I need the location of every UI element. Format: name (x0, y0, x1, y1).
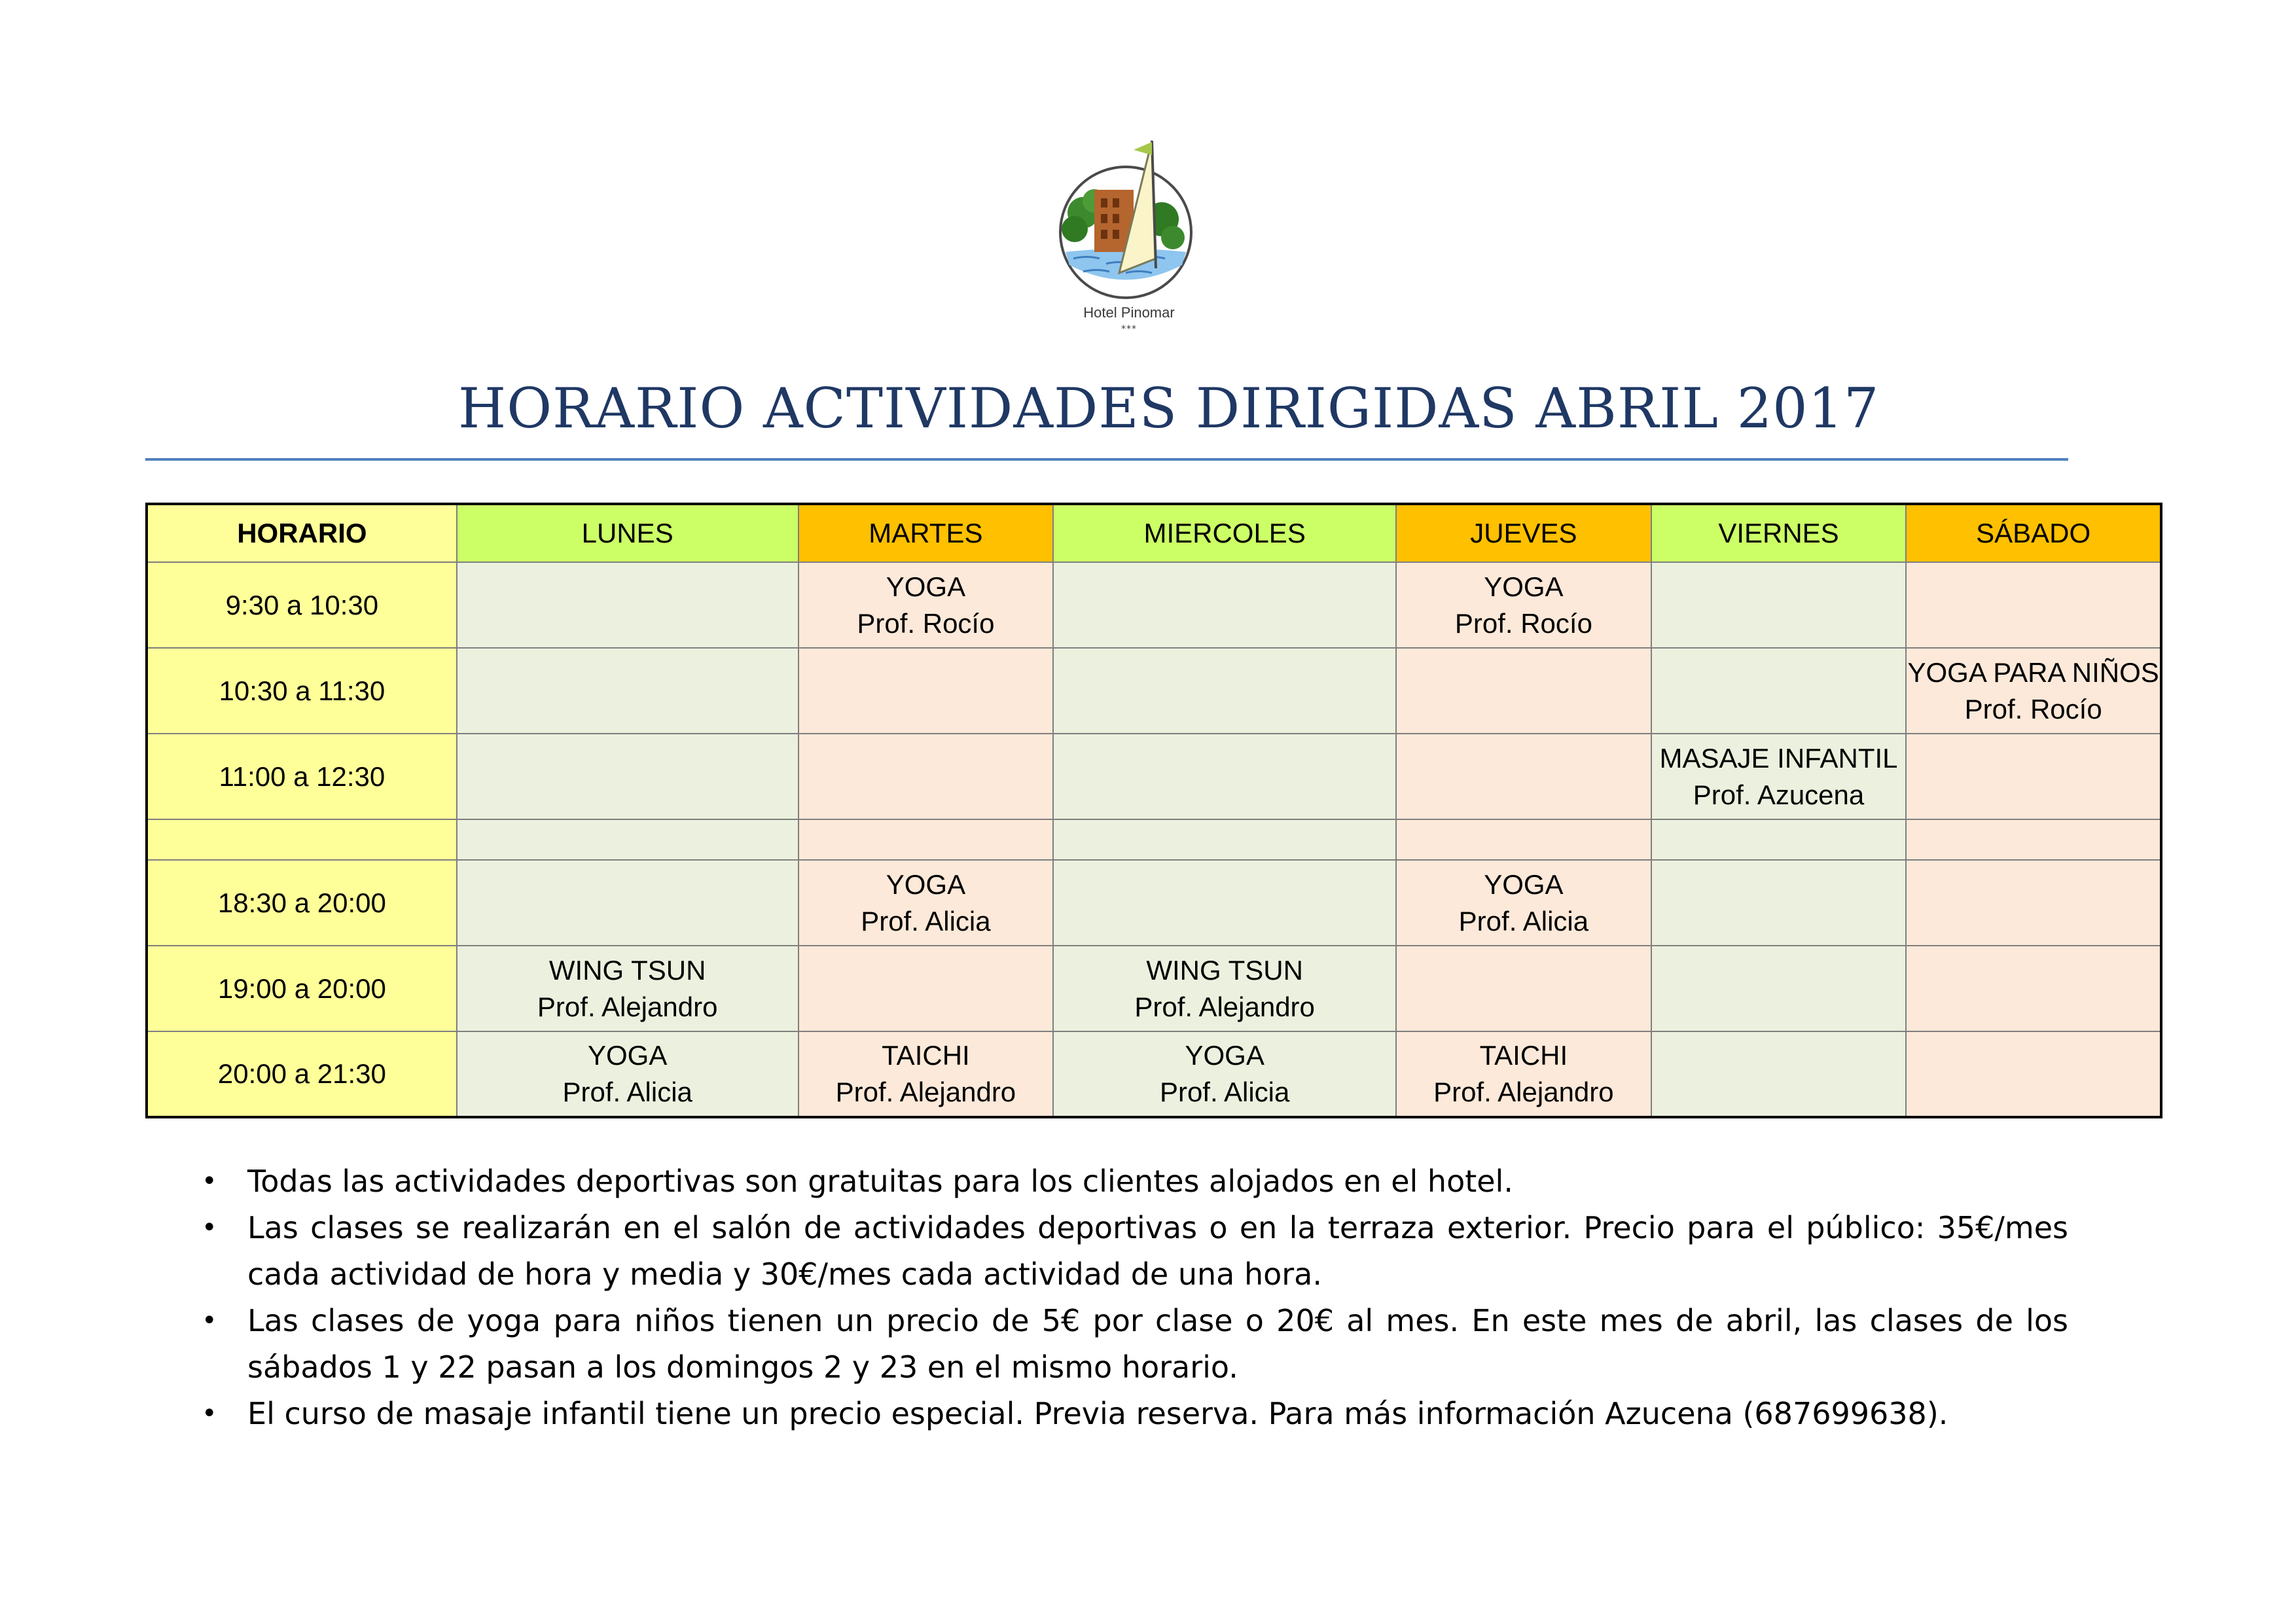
schedule-cell (1651, 562, 1907, 648)
logo-flag (1134, 142, 1152, 155)
activity-teacher: Prof. Alicia (1159, 1077, 1290, 1107)
activity-teacher: Prof. Alicia (562, 1077, 692, 1107)
schedule-cell (457, 946, 798, 1031)
note-text: El curso de masaje infantil tiene un precio especial. Previa reserva. Para más información Azucena (687699638). (247, 1396, 1948, 1431)
header-sabado: SÁBADO (1906, 504, 2161, 562)
note-item (196, 1298, 2068, 1391)
schedule-row (147, 562, 2161, 648)
schedule-cell (798, 648, 1054, 734)
note-text: Todas las actividades deportivas son gratuitas para los clientes alojados en el hotel. (247, 1164, 1513, 1199)
time-slot: 18:30 a 20:00 (147, 860, 457, 946)
schedule-cell (457, 860, 798, 946)
header-martes: MARTES (798, 504, 1054, 562)
schedule-cell (1906, 946, 2161, 1031)
time-slot: 9:30 a 10:30 (147, 562, 457, 648)
schedule-cell (1396, 648, 1651, 734)
activity-name: YOGA (1484, 868, 1564, 900)
bullet-icon: • (202, 1213, 217, 1243)
schedule-row (147, 946, 2161, 1031)
schedule-row (147, 648, 2161, 734)
activity-name: YOGA (886, 868, 966, 900)
activity-teacher: Prof. Azucena (1693, 779, 1865, 810)
schedule-cell (1906, 648, 2161, 734)
hotel-logo (1021, 128, 1237, 350)
bullet-icon: • (202, 1166, 217, 1196)
schedule-cell (1053, 648, 1396, 734)
page-title: HORARIO ACTIVIDADES DIRIGIDAS ABRIL 2017 (458, 376, 1880, 440)
schedule-cell (1053, 1031, 1396, 1117)
activity-teacher: Prof. Alejandro (835, 1077, 1016, 1107)
schedule-cell (457, 734, 798, 819)
bullet-icon: • (202, 1399, 217, 1429)
activity-teacher: Prof. Alejandro (1433, 1077, 1614, 1107)
activity-name: MASAJE INFANTIL (1659, 742, 1898, 774)
schedule-row (147, 1031, 2161, 1117)
time-slot: 11:00 a 12:30 (147, 734, 457, 819)
schedule-cell (1651, 734, 1907, 819)
activity-name: TAICHI (1479, 1040, 1568, 1071)
schedule-table (145, 503, 2162, 1118)
schedule-cell (1053, 734, 1396, 819)
activity-teacher: Prof. Alicia (861, 905, 991, 936)
header-jueves: JUEVES (1396, 504, 1651, 562)
schedule-cell (457, 648, 798, 734)
schedule-cell (1651, 1031, 1907, 1117)
activity-teacher: Prof. Alejandro (537, 991, 718, 1022)
schedule-cell (1396, 819, 1651, 860)
schedule-cell (1396, 946, 1651, 1031)
schedule-cell (1906, 734, 2161, 819)
schedule-cell (1396, 734, 1651, 819)
schedule-header-row (147, 504, 2161, 562)
title-divider (145, 458, 2068, 461)
schedule-cell (1396, 562, 1651, 648)
schedule-body (147, 562, 2161, 1117)
schedule-row (147, 819, 2161, 860)
schedule-cell (798, 734, 1054, 819)
schedule-cell (1396, 860, 1651, 946)
activity-name: TAICHI (882, 1040, 970, 1071)
notes-list (196, 1158, 2068, 1437)
bullet-icon: • (202, 1306, 217, 1336)
note-item (196, 1205, 2068, 1298)
schedule-cell (1651, 860, 1907, 946)
note-item (196, 1158, 2068, 1205)
schedule-cell (1651, 648, 1907, 734)
activity-name: WING TSUN (548, 954, 706, 986)
schedule-cell (798, 562, 1054, 648)
schedule-cell (1053, 562, 1396, 648)
schedule-cell (1906, 1031, 2161, 1117)
schedule-row (147, 734, 2161, 819)
activity-name: YOGA PARA NIÑOS (1907, 656, 2159, 688)
schedule-cell (798, 1031, 1054, 1117)
schedule-cell (1651, 946, 1907, 1031)
activity-teacher: Prof. Rocío (857, 607, 995, 639)
logo-stars: *** (1121, 324, 1137, 334)
schedule-cell (798, 860, 1054, 946)
schedule-cell (1906, 819, 2161, 860)
schedule-cell (1053, 860, 1396, 946)
schedule-cell (1906, 860, 2161, 946)
activity-name: YOGA (1185, 1040, 1265, 1071)
time-slot: 20:00 a 21:30 (147, 1031, 457, 1117)
schedule-cell (1651, 819, 1907, 860)
schedule-cell (457, 1031, 798, 1117)
header-viernes: VIERNES (1651, 504, 1907, 562)
logo-hotel-name: Hotel Pinomar (1083, 304, 1175, 321)
note-text: Las clases de yoga para niños tienen un precio de 5€ por clase o 20€ al mes. En este mes de abril, las clases de los sábados 1 y 22 pasan a los domingos 2 y 23 en el mismo horario. (247, 1303, 2068, 1385)
note-item (196, 1391, 2068, 1437)
activity-teacher: Prof. Alejandro (1134, 991, 1315, 1022)
time-slot: 19:00 a 20:00 (147, 946, 457, 1031)
header-miercoles: MIERCOLES (1053, 504, 1396, 562)
schedule-cell (798, 946, 1054, 1031)
activity-teacher: Prof. Rocío (1454, 607, 1592, 639)
time-slot (147, 819, 457, 860)
activity-teacher: Prof. Alicia (1458, 905, 1589, 936)
schedule-cell (798, 819, 1054, 860)
header-horario: HORARIO (147, 504, 457, 562)
schedule-cell (1396, 1031, 1651, 1117)
activity-name: YOGA (588, 1040, 668, 1071)
schedule-cell (1053, 819, 1396, 860)
schedule-cell (1906, 562, 2161, 648)
activity-name: WING TSUN (1146, 954, 1303, 986)
header-lunes: LUNES (457, 504, 798, 562)
activity-teacher: Prof. Rocío (1964, 693, 2102, 724)
schedule-cell (1053, 946, 1396, 1031)
note-text: Las clases se realizarán en el salón de actividades deportivas o en la terraza exterior. Precio para el público: 35€/mes cada actividad de hora y media y 30€/mes cada actividad de una hora. (247, 1210, 2068, 1292)
schedule-row (147, 860, 2161, 946)
activity-name: YOGA (886, 571, 966, 602)
schedule-cell (457, 819, 798, 860)
schedule-cell (457, 562, 798, 648)
activity-name: YOGA (1484, 571, 1564, 602)
time-slot: 10:30 a 11:30 (147, 648, 457, 734)
